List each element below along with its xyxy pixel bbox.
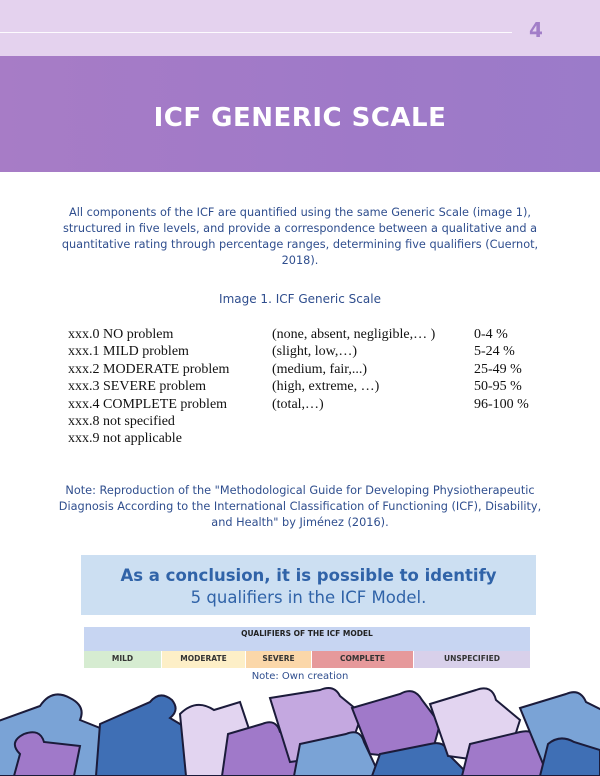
scale-code: xxx.0 NO problem bbox=[68, 327, 174, 342]
qualifier-severe-cell: SEVERE bbox=[246, 651, 312, 668]
conclusion-box bbox=[81, 555, 536, 615]
conclusion-line-1: As a conclusion, it is possible to identify bbox=[120, 566, 497, 585]
qualifier-mild-cell: MILD bbox=[84, 651, 162, 668]
qualifier-moderate-cell: MODERATE bbox=[162, 651, 246, 668]
scale-code: xxx.9 not applicable bbox=[68, 431, 182, 447]
image-caption: Image 1. ICF Generic Scale bbox=[219, 292, 381, 306]
page-number: 4 bbox=[529, 18, 543, 42]
generic-scale-table bbox=[68, 327, 548, 449]
qualifier-complete-cell: COMPLETE bbox=[312, 651, 414, 668]
scale-description: (medium, fair,...) bbox=[272, 361, 368, 377]
scale-description: (slight, low,…) bbox=[272, 344, 358, 360]
scale-description: (high, extreme, …) bbox=[272, 379, 380, 395]
scale-code: xxx.8 not specified bbox=[68, 413, 175, 429]
scale-code: xxx.4 COMPLETE problem bbox=[68, 396, 228, 412]
scale-code: xxx.3 SEVERE problem bbox=[68, 379, 207, 395]
qualifier-unspecified-cell: UNSPECIFIED bbox=[414, 651, 530, 668]
scale-code: xxx.1 MILD problem bbox=[68, 344, 189, 360]
scale-description: (total,…) bbox=[272, 396, 324, 412]
intro-paragraph: All components of the ICF are quantified using the same Generic Scale (image 1), structured in five levels, and provide a correspondence between a qualitative and a quantitative rating through percentage ranges, determining five qualifiers (Cuernot, 2018). bbox=[61, 206, 539, 267]
scale-code: xxx.2 MODERATE problem bbox=[68, 361, 230, 377]
scale-row bbox=[68, 327, 548, 344]
scale-range: 96-100 % bbox=[474, 396, 529, 412]
qualifiers-table-row bbox=[84, 651, 530, 668]
scale-range: 0-4 % bbox=[474, 327, 508, 342]
reproduction-note: Note: Reproduction of the "Methodological Guide for Developing Physiotherapeutic Diagnosis According to the International Classification of Functioning (ICF), Disability, and Health" by Jiménez (2016). bbox=[58, 484, 542, 529]
own-creation-note: Note: Own creation bbox=[251, 671, 349, 682]
conclusion-line-2: 5 qualifiers in the ICF Model. bbox=[190, 588, 427, 607]
scale-row bbox=[68, 397, 548, 414]
scale-range: 25-49 % bbox=[474, 361, 522, 377]
scale-description: (none, absent, negligible,… ) bbox=[272, 327, 436, 342]
scale-row bbox=[68, 431, 548, 448]
page-title: ICF GENERIC SCALE bbox=[153, 103, 447, 133]
qualifiers-table-header: QUALIFIERS OF THE ICF MODEL bbox=[84, 627, 530, 651]
scale-row bbox=[68, 362, 548, 379]
header-divider-line bbox=[0, 32, 512, 33]
scale-row bbox=[68, 344, 548, 361]
puzzle-pieces-illustration bbox=[0, 684, 600, 776]
scale-range: 5-24 % bbox=[474, 344, 515, 360]
scale-row bbox=[68, 379, 548, 396]
top-band bbox=[0, 0, 600, 56]
scale-row bbox=[68, 414, 548, 431]
scale-range: 50-95 % bbox=[474, 379, 522, 395]
